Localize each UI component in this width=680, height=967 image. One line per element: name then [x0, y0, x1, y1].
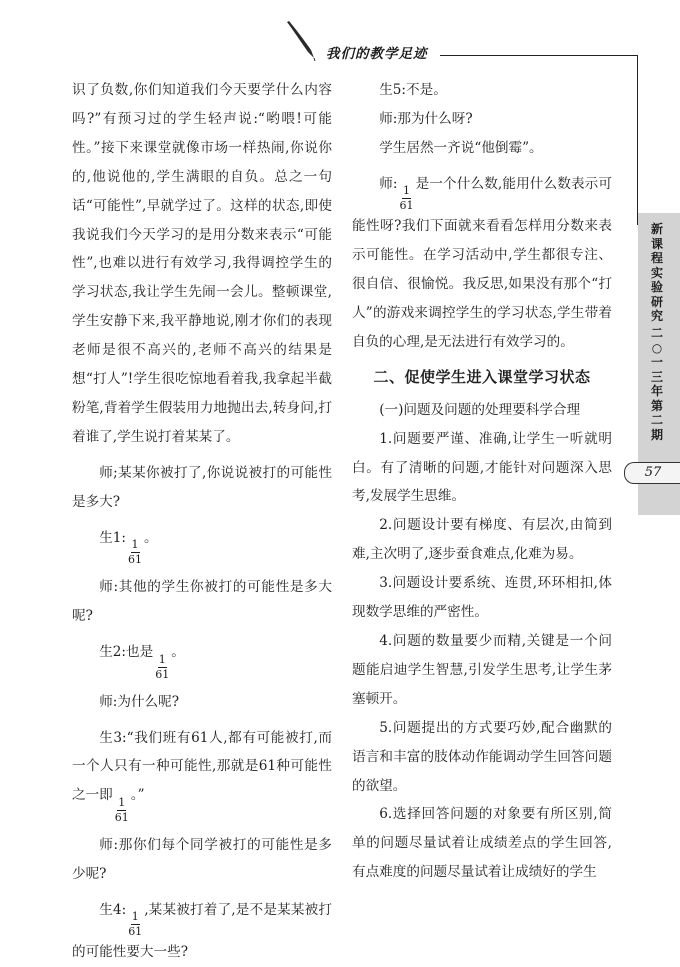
issue-label: 二○一三年第二期	[650, 326, 663, 442]
list-item: 3.问题设计要系统、连贯,环环相扣,体现数学思维的严密性。	[352, 575, 612, 621]
paragraph	[72, 896, 332, 967]
text-run: 生4:	[99, 901, 127, 918]
fraction-numerator: 1	[403, 184, 410, 198]
paragraph: 师:其他的学生你被打的可能性是多大呢?	[72, 579, 332, 625]
fraction-denominator: 61	[114, 810, 129, 824]
paragraph: 师:那为什么呀?	[379, 110, 473, 127]
list-item: 6.选择回答问题的对象要有所区别,简单的问题尽量试着让成绩差点的学生回答,有点难度的问题尽量试着让成绩好的学生	[352, 806, 612, 881]
fraction-denominator: 61	[128, 553, 143, 567]
paragraph: 师:那你们每个同学被打的可能性是多少呢?	[72, 836, 332, 882]
fraction	[128, 911, 142, 938]
fraction-numerator: 1	[158, 652, 166, 666]
header-rule	[440, 55, 638, 56]
list-item: 4.问题的数量要少而精,关键是一个问题能启迪学生智慧,引发学生思考,让学生茅塞顿开。	[352, 633, 612, 707]
paragraph	[352, 170, 612, 357]
fraction	[128, 539, 142, 566]
paragraph: 生5:不是。	[379, 82, 447, 98]
list-item: 2.问题设计要有梯度、有层次,由简到难,主次明了,逐步蚕食难点,化难为易。	[352, 517, 612, 563]
fraction-denominator: 61	[399, 199, 414, 213]
text-run: 生3:“我们班有61人,都有可能被打,而一个人只有一种可能性,那就是61种可能性之一即	[72, 729, 332, 804]
subsection-heading: (一)问题及问题的处理要科学合理	[379, 401, 581, 418]
paragraph: 师:为什么呢?	[99, 693, 180, 710]
fraction-denominator: 61	[155, 667, 170, 681]
fraction-denominator: 61	[128, 925, 143, 939]
text-run: 是一个什么数,能用什么数表示可能性呀?我们下面就来看看怎样用分数来表示可能性。在学习活动中,学生都很专注、很自信、很愉悦。我反思,如果没有那个“打人”的游戏来调控学生的学习状态,学生带着自负的心理,是无法进行有效学习的。	[352, 175, 612, 350]
right-column	[352, 76, 612, 887]
paragraph	[72, 638, 332, 681]
fraction-numerator: 1	[131, 538, 139, 552]
fraction-numerator: 1	[118, 795, 126, 809]
paragraph: 识了负数,你们知道我们今天要学什么内容吗?”有预习过的学生轻声说:“哟喂!可能性。”接下来课堂就像市场一样热闹,你说你的,他说他的,学生满眼的自负。总之一句话“可能性”,早就学过了。这样的状态,即使我说我们今天学习的是用分数来表示“可能性”,也难以进行有效学习,我得调控学生的学习状态,我让学生先闹一会儿。整顿课堂,学生安静下来,我平静地说,刚才你们的表现老师是很不高兴的,老师不高兴的结果是想“打人”!学生很吃惊地看着我,我拿起半截粉笔,背着学生假装用力地抛出去,转身问,打着谁了,学生说打着某某了。	[72, 82, 332, 445]
page-number: 57	[624, 462, 680, 484]
paragraph	[72, 524, 332, 567]
paragraph: 师;某某你被打了,你说说被打的可能性是多大?	[72, 464, 332, 510]
paragraph: 学生居然一齐说“他倒霉”。	[379, 139, 543, 156]
text-run: 师:	[379, 175, 398, 192]
running-header-title: 我们的教学足迹	[326, 46, 428, 62]
left-column	[72, 76, 332, 967]
fraction	[155, 654, 169, 681]
paragraph	[72, 724, 332, 824]
text-run: ,某某被打着了,是不是某某被打的可能性要大一些?	[72, 901, 332, 961]
journal-name: 新课程实验研究	[650, 222, 663, 323]
fraction-numerator: 1	[131, 910, 139, 924]
header-rule-vertical	[637, 55, 638, 225]
text-run: 生2:也是	[99, 644, 154, 660]
text-run: 。	[144, 529, 158, 546]
section-heading: 二、促使学生进入课堂学习状态	[373, 367, 591, 386]
list-item: 1.问题要严谨、准确,让学生一听就明白。有了清晰的问题,才能针对问题深入思考,发展学生思维。	[352, 430, 612, 505]
list-item: 5.问题提出的方式要巧妙,配合幽默的语言和丰富的肢体动作能调动学生回答问题的欲望。	[352, 719, 612, 794]
text-run: 生1:	[99, 529, 127, 546]
text-run: 。	[171, 644, 185, 660]
pen-icon	[283, 20, 317, 62]
fraction	[400, 185, 414, 212]
text-run: 。”	[130, 787, 145, 804]
fraction	[115, 797, 129, 824]
